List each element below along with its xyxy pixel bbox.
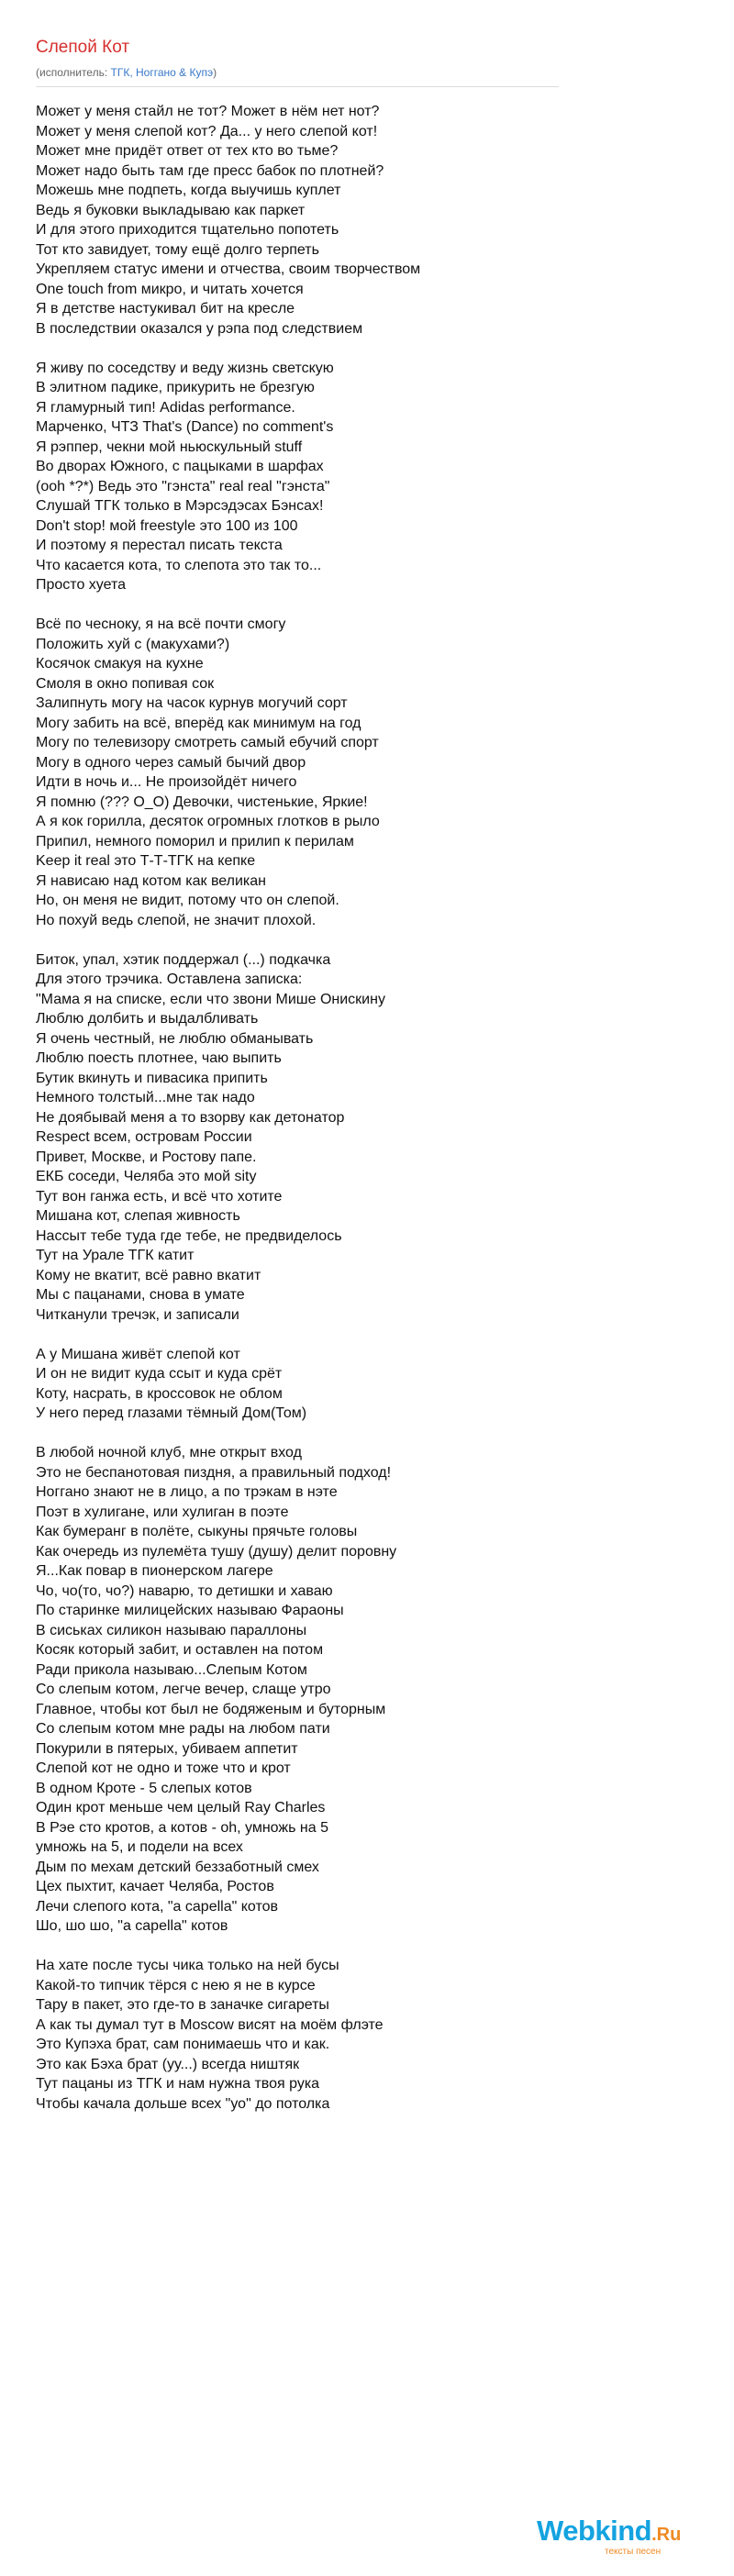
lyrics-line: Можешь мне подпеть, когда выучишь куплет: [36, 183, 341, 198]
lyrics-stanza: [36, 615, 715, 930]
performer-prefix: (исполнитель:: [36, 66, 111, 79]
lyrics-line: Чо, чо(то, чо?) наварю, то детишки и хаваю: [36, 1582, 333, 1599]
lyrics-line: Марченко, ЧТЗ That's (Dance) no comment's: [36, 419, 334, 435]
performer-suffix: ): [213, 66, 217, 79]
lyrics-line: Привет, Москве, и Ростову папе.: [36, 1149, 257, 1165]
lyrics-line: ЕКБ соседи, Челяба это мой sity: [36, 1169, 257, 1184]
lyrics-line: (ooh *?*) Ведь это "гэнста" real real "гэнста": [36, 478, 330, 494]
lyrics-line: А как ты думал тут в Moscow висят на моём флэте: [36, 2016, 384, 2033]
lyrics-line: Может мне придёт ответ от тех кто во тьме?: [36, 143, 339, 159]
lyrics-line: Лечи слепого кота, "a capella" котов: [36, 1898, 278, 1915]
lyrics-line: Смоля в окно попивая сок: [36, 675, 215, 692]
song-title: Слепой Кот: [36, 38, 130, 57]
lyrics-line: Припил, немного поморил и прилип к перилам: [36, 833, 354, 849]
lyrics-line: Слушай ТГК только в Мэрсэдэсах Бэнсах!: [36, 498, 324, 514]
lyrics-line: Кому не вкатит, всё равно вкатит: [36, 1267, 261, 1283]
lyrics-line: Я нависаю над котом как великан: [36, 872, 266, 889]
lyrics-line: Как бумеранг в полёте, сыкуны прячьте головы: [36, 1524, 358, 1539]
lyrics-line: Ноггано знают не в лицо, а по трэкам в нэте: [36, 1484, 338, 1500]
lyrics-line: Биток, упал, хэтик поддержал (...) подкачка: [36, 951, 331, 968]
lyrics-line: Мишана кот, слепая живность: [36, 1208, 240, 1224]
lyrics-line: Но, он меня не видит, потому что он слепой.: [36, 893, 339, 908]
lyrics-line: Один крот меньше чем целый Ray Charles: [36, 1800, 326, 1815]
title-divider: [36, 86, 559, 87]
lyrics-line: Залипнуть могу на часок курнув могучий сорт: [36, 695, 348, 711]
lyrics-line: В любой ночной клуб, мне открыт вход: [36, 1445, 302, 1460]
lyrics-line: Что касается кота, то слепота это так то...: [36, 557, 322, 573]
logo-tld: .Ru: [651, 2525, 682, 2545]
lyrics-line: Главное, чтобы кот был не бодяженым и буторным: [36, 1701, 386, 1717]
lyrics-line: Косяк который забит, и оставлен на потом: [36, 1642, 324, 1658]
lyrics-line: В элитном падике, прикурить не брезгую: [36, 380, 315, 395]
lyrics-line: Какой-то типчик тёрся с нею я не в курсе: [36, 1977, 316, 1993]
lyrics-line: Для этого трэчика. Оставлена записка:: [36, 972, 303, 987]
song-page: [36, 37, 715, 2134]
lyrics-line: В одном Кроте - 5 слепых котов: [36, 1780, 252, 1796]
lyrics-line: В сиськах силикон называю параллоны: [36, 1622, 307, 1638]
lyrics-line: Тот кто завидует, тому ещё долго терпеть: [36, 241, 319, 258]
lyrics-line: Укрепляем статус имени и отчества, своим творчеством: [36, 261, 421, 277]
lyrics-line: Тару в пакет, это где-то в заначке сигареты: [36, 1997, 329, 2013]
lyrics-line: Это не беспанотовая пиздня, а правильный подход!: [36, 1464, 392, 1481]
lyrics-line: Читканули тречэк, и записали: [36, 1306, 239, 1323]
lyrics-line: А я кок горилла, десяток огромных глотков в рыло: [36, 814, 380, 829]
lyrics-line: Ради прикола называю...Слепым Котом: [36, 1661, 307, 1678]
lyrics-line: Don't stop! мой freestyle это 100 из 100: [36, 517, 298, 534]
lyrics-line: Могу по телевизору смотреть самый ебучий спорт: [36, 735, 379, 750]
lyrics-line: One touch from микро, и читать хочется: [36, 281, 304, 297]
lyrics-line: Может у меня слепой кот? Да... у него слепой кот!: [36, 123, 378, 139]
lyrics-line: Я...Как повар в пионерском лагере: [36, 1563, 273, 1579]
lyrics-line: умножь на 5, и подели на всех: [36, 1839, 243, 1855]
lyrics-line: Поэт в хулигане, или хулиган в поэте: [36, 1504, 289, 1520]
lyrics-line: Могу забить на всё, вперёд как минимум на год: [36, 715, 361, 731]
lyrics-line: Во дворах Южного, с пацыками в шарфах: [36, 459, 324, 474]
lyrics-line: Коту, насрать, в кроссовок не облом: [36, 1385, 283, 1402]
lyrics-line: Я помню (??? О_О) Девочки, чистенькие, Яркие!: [36, 794, 368, 810]
lyrics-line: Я живу по соседству и веду жизнь светскую: [36, 360, 334, 376]
lyrics-line: Может у меня стайл не тот? Может в нём нет нот?: [36, 104, 380, 119]
lyrics-line: Идти в ночь и... Не произойдёт ничего: [36, 774, 297, 790]
lyrics-line: Я гламурный тип! Adidas performance.: [36, 399, 295, 416]
lyrics-stanza: [36, 1443, 715, 1937]
lyrics-line: Шо, шо шо, "a capella" котов: [36, 1918, 228, 1934]
lyrics-line: Не доябывай меня а то взорву как детонатор: [36, 1109, 345, 1126]
lyrics-line: "Мама я на списке, если что звони Мише Онискину: [36, 991, 385, 1007]
logo-tagline: тексты песен: [605, 2547, 662, 2557]
lyrics-line: Это как Бэха брат (уу...) всегда ништяк: [36, 2056, 300, 2072]
lyrics-line: Мы с пацанами, снова в умате: [36, 1287, 245, 1303]
lyrics-line: Со слепым котом мне рады на любом пати: [36, 1721, 330, 1737]
lyrics-line: Это Купэха брат, сам понимаешь что и как.: [36, 2037, 330, 2052]
lyrics-line: Косячок смакуя на кухне: [36, 656, 204, 672]
performer-line: [36, 64, 715, 81]
lyrics-line: Тут пацаны из ТГК и нам нужна твоя рука: [36, 2076, 320, 2092]
lyrics-line: Цех пыхтит, качает Челяба, Ростов: [36, 1879, 274, 1894]
lyrics-line: Люблю долбить и выдалбливать: [36, 1011, 259, 1027]
lyrics-text: [36, 102, 715, 2114]
lyrics-line: В Рэе сто кротов, а котов - oh, умножь на 5: [36, 1819, 328, 1836]
lyrics-stanza: [36, 1956, 715, 2114]
lyrics-line: Чтобы качала дольше всех "уо" до потолка: [36, 2095, 330, 2112]
lyrics-line: И он не видит куда ссыт и куда срёт: [36, 1366, 283, 1382]
lyrics-line: И поэтому я перестал писать текста: [36, 538, 283, 553]
lyrics-line: Дым по мехам детский беззаботный смех: [36, 1859, 319, 1875]
lyrics-line: Respect всем, островам России: [36, 1129, 252, 1145]
lyrics-line: Бутик вкинуть и пивасика припить: [36, 1070, 268, 1086]
lyrics-line: Слепой кот не одно и тоже что и крот: [36, 1760, 291, 1776]
lyrics-line: Просто хуета: [36, 577, 127, 593]
performer-link[interactable]: ТГК, Ноггано & Купэ: [110, 66, 214, 79]
lyrics-line: Я в детстве настукивал бит на кресле: [36, 301, 295, 316]
lyrics-line: По старинке милицейских называю Фараоны: [36, 1603, 344, 1618]
logo-brand: Webkind: [537, 2515, 652, 2547]
lyrics-line: Как очередь из пулемёта тушу (душу) делит поровну: [36, 1543, 397, 1560]
lyrics-line: Могу в одного через самый бычий двор: [36, 754, 306, 771]
webkind-logo[interactable]: [537, 2515, 729, 2560]
lyrics-line: Ведь я буковки выкладываю как паркет: [36, 202, 306, 218]
logo-wordmark: [537, 2515, 681, 2551]
lyrics-line: Покурили в пятерых, убиваем аппетит: [36, 1740, 298, 1757]
lyrics-stanza: [36, 359, 715, 595]
lyrics-line: Keep it real это Т-Т-ТГК на кепке: [36, 853, 256, 869]
lyrics-line: Я очень честный, не люблю обманывать: [36, 1030, 314, 1047]
lyrics-line: Со слепым котом, легче вечер, слаще утро: [36, 1682, 331, 1697]
lyrics-line: Тут вон ганжа есть, и всё что хотите: [36, 1188, 283, 1205]
lyrics-line: Всё по чесноку, я на всё почти смогу: [36, 616, 286, 632]
lyrics-line: В последствии оказался у рэпа под следствием: [36, 320, 363, 337]
lyrics-stanza: [36, 102, 715, 339]
lyrics-line: Положить хуй с (макухами?): [36, 636, 230, 652]
lyrics-line: Тут на Урале ТГК катит: [36, 1248, 195, 1263]
lyrics-line: Люблю поесть плотнее, чаю выпить: [36, 1050, 282, 1066]
lyrics-line: На хате после тусы чика только на ней бусы: [36, 1958, 339, 1973]
lyrics-line: Может надо быть там где пресс бабок по плотней?: [36, 162, 384, 179]
lyrics-line: Немного толстый...мне так надо: [36, 1090, 255, 1105]
lyrics-line: Но похуй ведь слепой, не значит плохой.: [36, 912, 317, 928]
lyrics-stanza: [36, 1345, 715, 1424]
lyrics-line: Нассыт тебе туда где тебе, не предвиделось: [36, 1227, 342, 1244]
lyrics-line: Я рэппер, чекни мой ньюскульный stuff: [36, 439, 303, 455]
lyrics-line: И для этого приходится тщательно попотеть: [36, 222, 339, 238]
lyrics-line: А у Мишана живёт слепой кот: [36, 1346, 240, 1362]
lyrics-line: У него перед глазами тёмный Дом(Том): [36, 1405, 307, 1421]
lyrics-stanza: [36, 950, 715, 1326]
